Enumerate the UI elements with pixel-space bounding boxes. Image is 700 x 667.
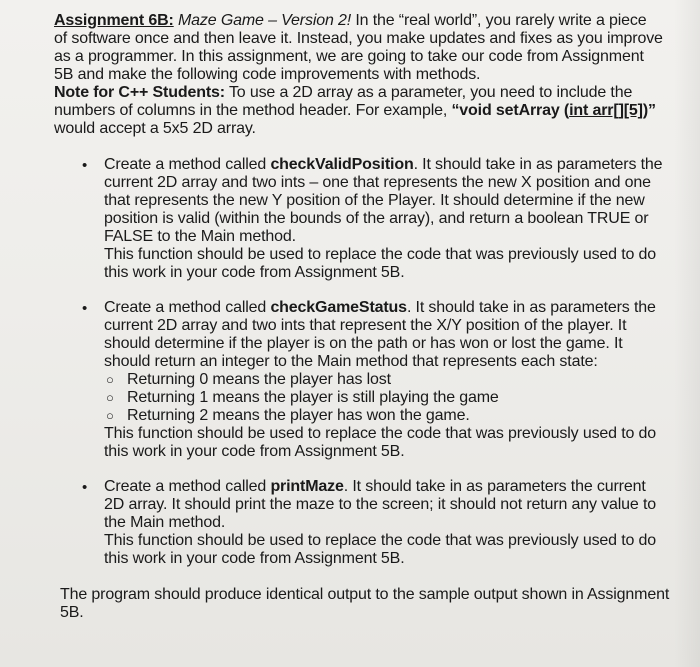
requirement-text: . It should take in as parameters the — [406, 299, 656, 316]
bullet-dot: • — [82, 300, 88, 317]
intro-line-1 — [54, 12, 694, 30]
requirement-line: current 2D array and two ints that represent the X/Y position of the player. It — [104, 317, 627, 334]
requirement-first-line — [104, 156, 694, 174]
code-close: )” — [642, 102, 656, 119]
assignment-intro — [54, 12, 694, 138]
method-name: checkGameStatus — [270, 299, 407, 316]
closing-line-1: The program should produce identical output to the sample output shown in Assignment — [60, 586, 670, 603]
requirement-prefix: Create a method called — [104, 478, 271, 495]
requirement-line: This function should be used to replace the code that was previously used to do — [104, 532, 657, 549]
intro-line-4: 5B and make the following code improvements with methods. — [54, 66, 481, 83]
note-line-3: would accept a 5x5 2D array. — [54, 120, 256, 137]
note-text: To use a 2D array as a parameter, you need to include the — [224, 84, 633, 101]
code-open: “void setArray ( — [451, 102, 570, 119]
return-value-item — [106, 371, 694, 389]
requirement-line: This function should be used to replace the code that was previously used to do — [104, 246, 657, 263]
requirement-prefix: Create a method called — [104, 156, 271, 173]
return-value-item — [106, 407, 694, 425]
return-value-text: Returning 2 means the player has won the game. — [127, 407, 470, 424]
method-name: checkValidPosition — [270, 156, 414, 173]
requirement-line: this work in your code from Assignment 5B. — [104, 443, 405, 460]
return-value-text: Returning 0 means the player has lost — [127, 371, 391, 388]
closing-line-2: 5B. — [60, 604, 84, 621]
closing-paragraph — [54, 586, 694, 622]
requirement-line: current 2D array and two ints – one that represents the new X position and one — [104, 174, 651, 191]
requirement-line: FALSE to the Main method. — [104, 228, 296, 245]
return-value-text: Returning 1 means the player is still playing the game — [127, 389, 499, 406]
bullet-dot: • — [82, 479, 88, 496]
return-value-item — [106, 389, 694, 407]
requirement-text: . It should take in as parameters the — [413, 156, 663, 173]
requirement-line: that represents the new Y position of the Player. It should determine if the new — [104, 192, 645, 209]
assignment-document — [54, 12, 694, 622]
requirement-check-valid-position — [54, 156, 694, 282]
circle-bullet-icon: ○ — [106, 372, 114, 387]
intro-line-2: of software once and then leave it. Instead, you make updates and fixes as you improve — [54, 30, 663, 47]
requirement-prefix: Create a method called — [104, 299, 271, 316]
requirement-line: This function should be used to replace the code that was previously used to do — [104, 425, 657, 442]
requirement-line: should return an integer to the Main method that represents each state: — [104, 353, 598, 370]
requirement-print-maze — [54, 478, 694, 568]
assignment-subtitle: Maze Game – Version 2! — [178, 12, 352, 29]
note-label: Note for C++ Students: — [54, 84, 225, 101]
assignment-title: Assignment 6B: — [54, 12, 174, 29]
circle-bullet-icon: ○ — [106, 408, 114, 423]
requirement-line: this work in your code from Assignment 5B. — [104, 264, 405, 281]
requirement-line: the Main method. — [104, 514, 226, 531]
code-example — [451, 102, 655, 119]
note-line-2 — [54, 102, 694, 120]
circle-bullet-icon: ○ — [106, 390, 114, 405]
requirement-line: should determine if the player is on the path or has won or lost the game. It — [104, 335, 623, 352]
code-param: int arr[][5] — [569, 102, 643, 119]
requirement-text: . It should take in as parameters the current — [343, 478, 646, 495]
return-values-list — [104, 371, 694, 425]
intro-text: In the “real world”, you rarely write a piece — [351, 12, 647, 29]
requirement-line: 2D array. It should print the maze to the screen; it should not return any value to — [104, 496, 657, 513]
note-text-2: numbers of columns in the method header. For example, — [54, 102, 452, 119]
intro-line-3: as a programmer. In this assignment, we are going to take our code from Assignment — [54, 48, 644, 65]
requirement-line: position is valid (within the bounds of the array), and return a boolean TRUE or — [104, 210, 649, 227]
method-name: printMaze — [270, 478, 344, 495]
requirement-line: this work in your code from Assignment 5B. — [104, 550, 405, 567]
requirements-list — [54, 156, 694, 568]
note-line-1 — [54, 84, 694, 102]
requirement-check-game-status — [54, 299, 694, 461]
requirement-first-line — [104, 478, 694, 496]
bullet-dot: • — [82, 157, 88, 174]
requirement-first-line — [104, 299, 694, 317]
